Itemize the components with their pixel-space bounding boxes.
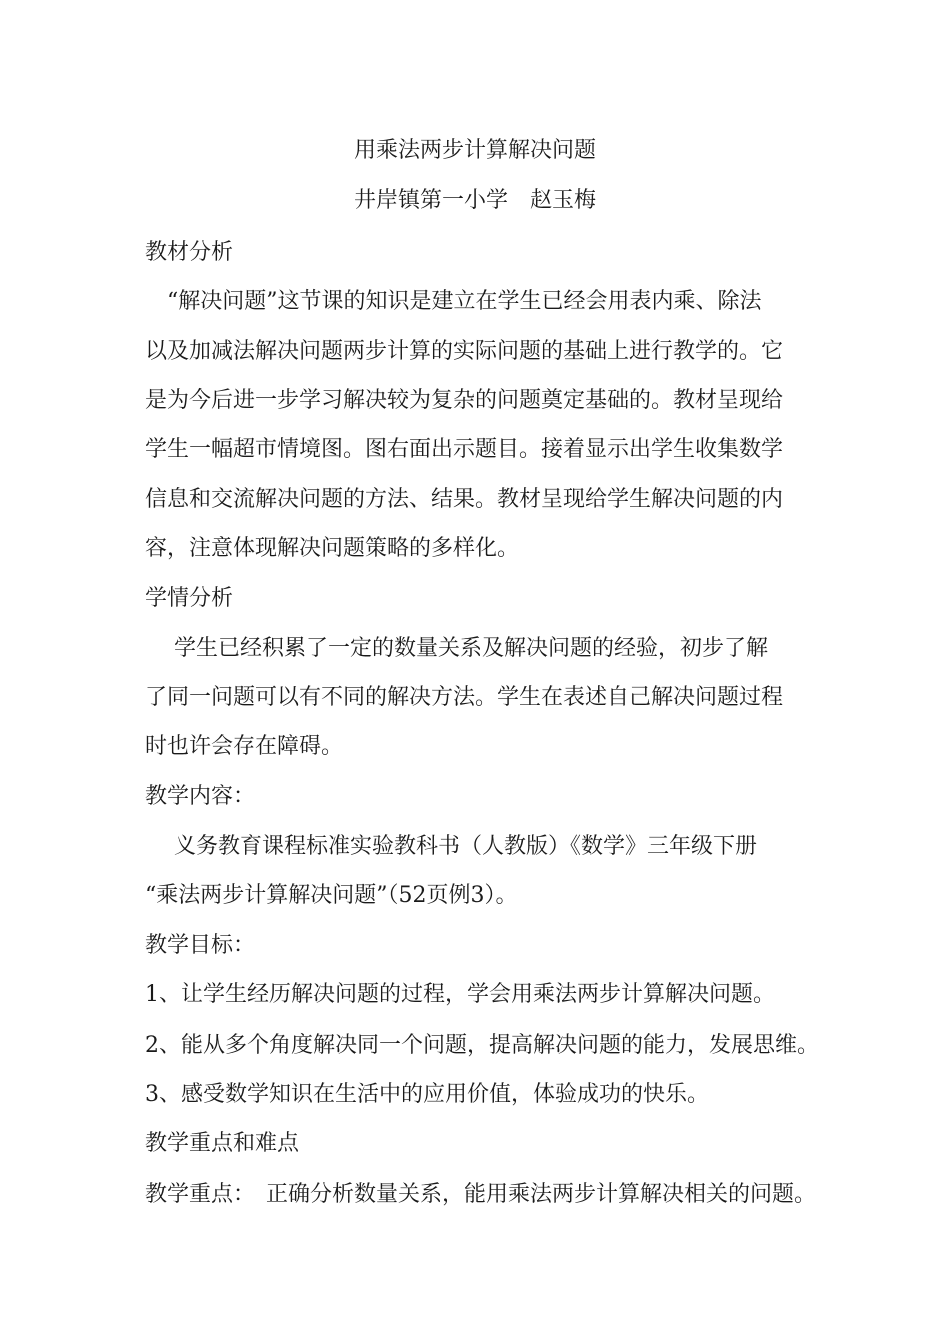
goal-item-3: 3、感受数学知识在生活中的应用价值，体验成功的快乐。	[145, 1082, 709, 1107]
paragraph-line: 信息和交流解决问题的方法、结果。教材呈现给学生解决问题的内	[145, 487, 784, 512]
paragraph-line: 容，注意体现解决问题策略的多样化。	[145, 536, 520, 561]
section-heading-student-analysis: 学情分析	[145, 586, 234, 611]
author-line: 井岸镇第一小学 赵玉梅	[353, 188, 596, 213]
document-title: 用乘法两步计算解决问题	[353, 138, 596, 163]
key-point-line: 教学重点： 正确分析数量关系，能用乘法两步计算解决相关的问题。	[145, 1182, 817, 1207]
paragraph-line: 时也许会存在障碍。	[145, 734, 344, 759]
paragraph-line: 是为今后进一步学习解决较为复杂的问题奠定基础的。教材呈现给	[145, 388, 784, 413]
goal-item-1: 1、让学生经历解决问题的过程，学会用乘法两步计算解决问题。	[145, 982, 775, 1007]
section-heading-teaching-content: 教学内容：	[145, 784, 256, 809]
paragraph-line: “解决问题”这节课的知识是建立在学生已经会用表内乘、除法	[145, 289, 762, 314]
paragraph-line: 义务教育课程标准实验教科书（人教版）《数学》三年级下册	[145, 834, 757, 859]
section-heading-key-points: 教学重点和难点	[145, 1131, 300, 1156]
section-heading-teaching-goals: 教学目标：	[145, 933, 256, 958]
paragraph-line: 以及加减法解决问题两步计算的实际问题的基础上进行教学的。它	[145, 339, 784, 364]
goal-item-2: 2、能从多个角度解决同一个问题，提高解决问题的能力，发展思维。	[145, 1033, 819, 1058]
paragraph-line: 了同一问题可以有不同的解决方法。学生在表述自己解决问题过程	[145, 685, 784, 710]
paragraph-line: 学生一幅超市情境图。图右面出示题目。接着显示出学生收集数学	[145, 437, 784, 462]
section-heading-material-analysis: 教材分析	[145, 240, 234, 265]
paragraph-line: 学生已经积累了一定的数量关系及解决问题的经验，初步了解	[145, 636, 768, 661]
paragraph-line: “乘法两步计算解决问题”（52页例3）。	[145, 883, 518, 908]
